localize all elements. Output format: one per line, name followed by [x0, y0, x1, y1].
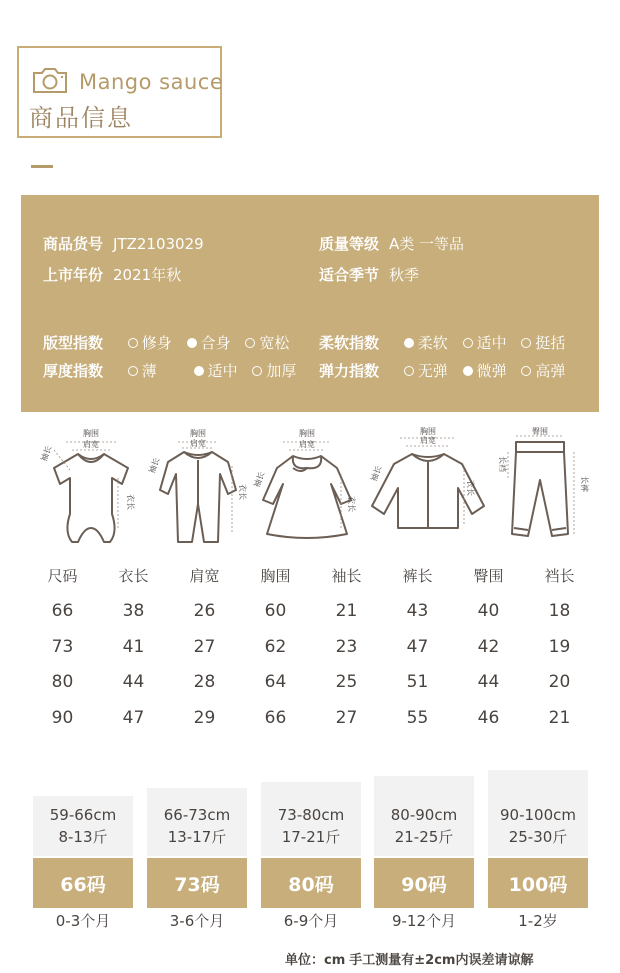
age-range: 6-9个月: [283, 912, 339, 930]
radio-filled-icon: [404, 338, 414, 348]
svg-text:肩宽: 肩宽: [83, 440, 99, 449]
radio-empty-icon: [128, 366, 138, 376]
release-year: 上市年份 2021年秋: [43, 266, 182, 284]
radio-empty-icon: [521, 338, 531, 348]
table-row: 80 44 28 64 25 51 44 20: [51, 672, 571, 693]
measurement-note: 单位：cm 手工测量有±2cm内误差请谅解: [285, 953, 534, 968]
bodysuit-diagram: [36, 424, 146, 549]
camera-icon: [31, 66, 69, 95]
svg-text:衣长: 衣长: [466, 480, 475, 496]
radio-empty-icon: [245, 338, 255, 348]
radio-empty-icon: [252, 366, 262, 376]
age-range: 3-6个月: [169, 912, 225, 930]
svg-text:袖长: 袖长: [147, 456, 162, 475]
size-table: [27, 558, 597, 736]
size-card-100: 90-100cm 25-30斤 100码 1-2岁: [488, 770, 588, 856]
radio-empty-icon: [404, 366, 414, 376]
section-title: 商品信息: [29, 104, 133, 132]
table-row: 73 41 27 62 23 47 42 19: [51, 636, 571, 657]
size-card-73: 66-73cm 13-17斤 73码 3-6个月: [147, 770, 247, 856]
svg-text:胸围: 胸围: [190, 429, 206, 438]
size-card-90: 80-90cm 21-25斤 90码 9-12个月: [374, 770, 474, 856]
age-range: 0-3个月: [55, 912, 111, 930]
size-label: 100码: [488, 858, 588, 908]
size-card-80: 73-80cm 17-21斤 80码 6-9个月: [261, 770, 361, 856]
jacket-diagram: [368, 424, 488, 549]
svg-text:肩宽: 肩宽: [190, 439, 206, 448]
item-number: 商品货号 JTZ2103029: [43, 235, 204, 253]
softness-index: 柔软指数 柔软 适中 挺括: [319, 334, 566, 352]
dress-diagram: [252, 424, 360, 549]
svg-text:袖长: 袖长: [39, 444, 54, 463]
size-card-66: 59-66cm 8-13斤 66码 0-3个月: [33, 770, 133, 856]
svg-text:胸围: 胸围: [83, 429, 99, 438]
dress-icon: [252, 424, 360, 549]
svg-text:衣长: 衣长: [126, 494, 135, 510]
svg-text:长裤: 长裤: [580, 476, 589, 492]
brand-header: [17, 46, 222, 138]
fit-index: 版型指数 修身 合身 宽松: [43, 334, 290, 352]
size-label: 66码: [33, 858, 133, 908]
product-info-panel: [21, 195, 599, 412]
pants-icon: [490, 424, 590, 549]
brand-name: Mango sauce: [79, 70, 224, 94]
jacket-icon: [368, 424, 488, 549]
size-label: 80码: [261, 858, 361, 908]
pants-diagram: [490, 424, 590, 549]
romper-diagram: [148, 424, 248, 549]
romper-icon: [148, 424, 248, 549]
radio-empty-icon: [521, 366, 531, 376]
table-row: 66 38 26 60 21 43 40 18: [51, 601, 571, 622]
thickness-index: 厚度指数 薄 适中 加厚: [43, 362, 297, 380]
radio-filled-icon: [463, 366, 473, 376]
radio-filled-icon: [187, 338, 197, 348]
age-range: 9-12个月: [391, 912, 457, 930]
elasticity-index: 弹力指数 无弹 微弹 高弹: [319, 362, 566, 380]
quality-grade: 质量等级 A类 一等品: [319, 235, 465, 253]
svg-text:衣长: 衣长: [347, 496, 356, 512]
radio-filled-icon: [194, 366, 204, 376]
svg-text:肩宽: 肩宽: [299, 440, 315, 449]
bodysuit-icon: [36, 424, 146, 549]
table-row: 90 47 29 66 27 55 46 21: [51, 707, 571, 728]
svg-text:肩宽: 肩宽: [420, 436, 436, 445]
size-label: 73码: [147, 858, 247, 908]
table-header: 尺码 衣长 肩宽 胸围 袖长 裤长 臀围 裆长: [47, 567, 575, 586]
svg-text:胸围: 胸围: [299, 429, 315, 438]
svg-text:长裆: 长裆: [498, 456, 507, 472]
age-range: 1-2岁: [518, 912, 558, 930]
season: 适合季节 秋季: [319, 266, 420, 284]
size-label: 90码: [374, 858, 474, 908]
svg-text:臀围: 臀围: [532, 427, 548, 436]
svg-text:衣长: 衣长: [238, 484, 247, 500]
svg-text:胸围: 胸围: [420, 427, 436, 436]
divider: [31, 165, 53, 168]
radio-empty-icon: [463, 338, 473, 348]
svg-text:袖长: 袖长: [369, 464, 384, 483]
svg-text:袖长: 袖长: [252, 470, 267, 489]
radio-empty-icon: [128, 338, 138, 348]
